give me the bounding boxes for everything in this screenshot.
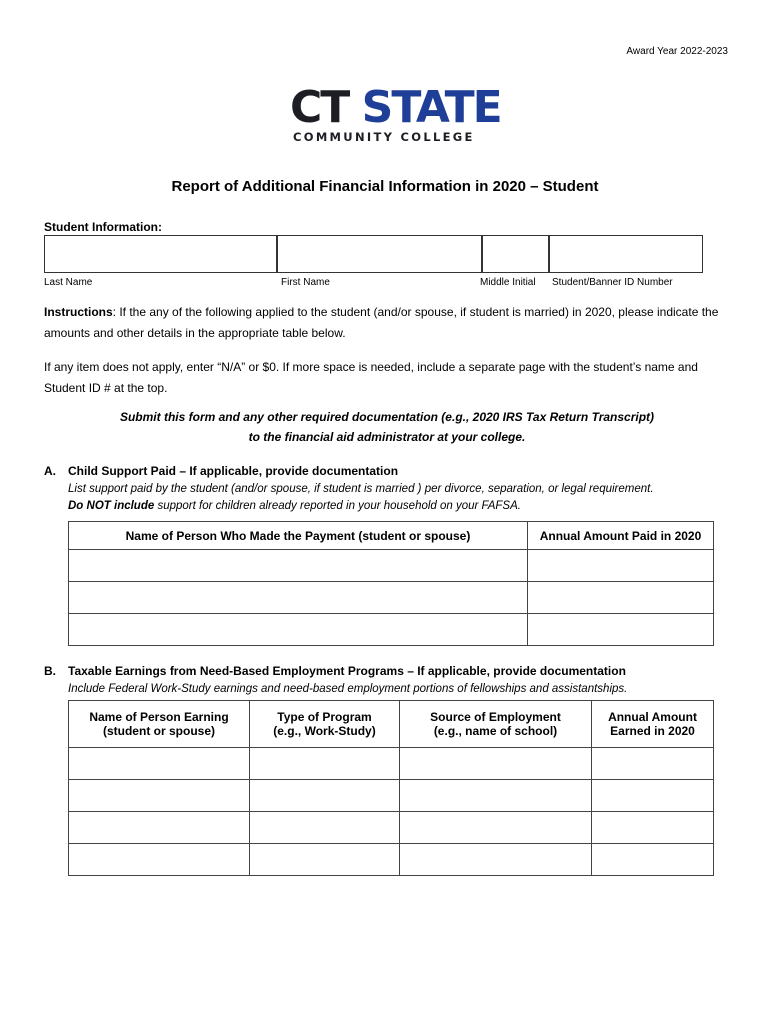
program-header-line1: Type of Program (277, 710, 372, 724)
table-row (69, 812, 714, 844)
last-name-caption: Last Name (44, 277, 93, 288)
last-name-field[interactable] (44, 235, 277, 273)
source-cell[interactable] (400, 844, 592, 876)
table-header-row (69, 522, 714, 550)
form-title: Report of Additional Financial Information in 2020 – Student (171, 178, 599, 195)
student-id-caption: Student/Banner ID Number (552, 277, 673, 288)
source-cell[interactable] (400, 748, 592, 780)
table-row (69, 748, 714, 780)
section-a-sub2 (68, 498, 738, 515)
earner-header-line2: (student or spouse) (102, 724, 215, 738)
table-header-row (69, 701, 714, 748)
instructions-label: Instructions (44, 305, 113, 319)
logo-subtitle: COMMUNITY COLLEGE (293, 130, 475, 144)
column-header-payer: Name of Person Who Made the Payment (student or spouse) (69, 522, 528, 550)
amount-cell[interactable] (528, 614, 714, 646)
submit-note-line2: to the financial aid administrator at your college. (248, 430, 526, 444)
award-year: Award Year 2022-2023 (626, 46, 728, 57)
submit-note-line1: Submit this form and any other required documentation (e.g., 2020 IRS Tax Return Transcript) (119, 410, 655, 424)
section-b-heading: Taxable Earnings from Need-Based Employment Programs – If applicable, provide documentation (68, 664, 626, 678)
earned-cell[interactable] (592, 748, 714, 780)
logo-ct: CT (290, 82, 349, 133)
program-cell[interactable] (250, 844, 400, 876)
payer-cell[interactable] (69, 550, 528, 582)
column-header-earner (69, 701, 250, 748)
earner-cell[interactable] (69, 812, 250, 844)
section-b-subtext: Include Federal Work-Study earnings and need-based employment portions of fellowships and assistantships. (68, 683, 628, 695)
need-based-earnings-table (68, 700, 714, 876)
instructions-text: : If the any of the following applied to the student (and/or spouse, if student is married) in 2020, please indicate the amounts and other details in the appropriate table below. (44, 305, 719, 340)
amount-cell[interactable] (528, 550, 714, 582)
earner-cell[interactable] (69, 844, 250, 876)
program-header-line2: (e.g., Work-Study) (273, 724, 376, 738)
section-a-heading: Child Support Paid – If applicable, provide documentation (68, 464, 399, 478)
section-a-sub2-bold: Do NOT include (68, 500, 155, 512)
earned-cell[interactable] (592, 780, 714, 812)
section-a-sub2-rest: support for children already reported in your household on your FAFSA. (154, 500, 521, 512)
column-header-source (400, 701, 592, 748)
ct-state-logo (290, 82, 501, 146)
earned-cell[interactable] (592, 844, 714, 876)
table-row (69, 614, 714, 646)
source-cell[interactable] (400, 812, 592, 844)
na-instructions: If any item does not apply, enter “N/A” or $0. If more space is needed, include a separate page with the student’s name and Student ID # at the top. (44, 360, 698, 395)
instructions-paragraph (44, 302, 730, 344)
earner-cell[interactable] (69, 780, 250, 812)
section-a-subtext (68, 481, 738, 515)
column-header-earned (592, 701, 714, 748)
section-a-letter: A. (44, 464, 56, 478)
table-row (69, 780, 714, 812)
program-cell[interactable] (250, 780, 400, 812)
earner-header-line1: Name of Person Earning (89, 710, 229, 724)
source-header-line1: Source of Employment (430, 710, 561, 724)
amount-cell[interactable] (528, 582, 714, 614)
first-name-caption: First Name (281, 277, 330, 288)
table-row (69, 550, 714, 582)
section-a-sub1: List support paid by the student (and/or spouse, if student is married ) per divorce, separation, or legal requirement. (68, 483, 654, 495)
source-header-line2: (e.g., name of school) (433, 724, 558, 738)
logo-state: STATE (361, 82, 501, 133)
earned-header-line1: Annual Amount (608, 710, 697, 724)
middle-initial-caption: Middle Initial (480, 277, 536, 288)
payer-cell[interactable] (69, 614, 528, 646)
payer-cell[interactable] (69, 582, 528, 614)
middle-initial-field[interactable] (482, 235, 549, 273)
source-cell[interactable] (400, 780, 592, 812)
section-b-letter: B. (44, 664, 56, 678)
earner-cell[interactable] (69, 748, 250, 780)
column-header-program (250, 701, 400, 748)
student-info-label: Student Information: (44, 220, 162, 234)
table-row (69, 582, 714, 614)
student-id-field[interactable] (549, 235, 703, 273)
logo-wordmark (290, 82, 501, 133)
child-support-table (68, 521, 714, 646)
earned-cell[interactable] (592, 812, 714, 844)
earned-header-line2: Earned in 2020 (610, 724, 695, 738)
program-cell[interactable] (250, 748, 400, 780)
first-name-field[interactable] (277, 235, 482, 273)
program-cell[interactable] (250, 812, 400, 844)
column-header-annual-paid: Annual Amount Paid in 2020 (528, 522, 714, 550)
table-row (69, 844, 714, 876)
